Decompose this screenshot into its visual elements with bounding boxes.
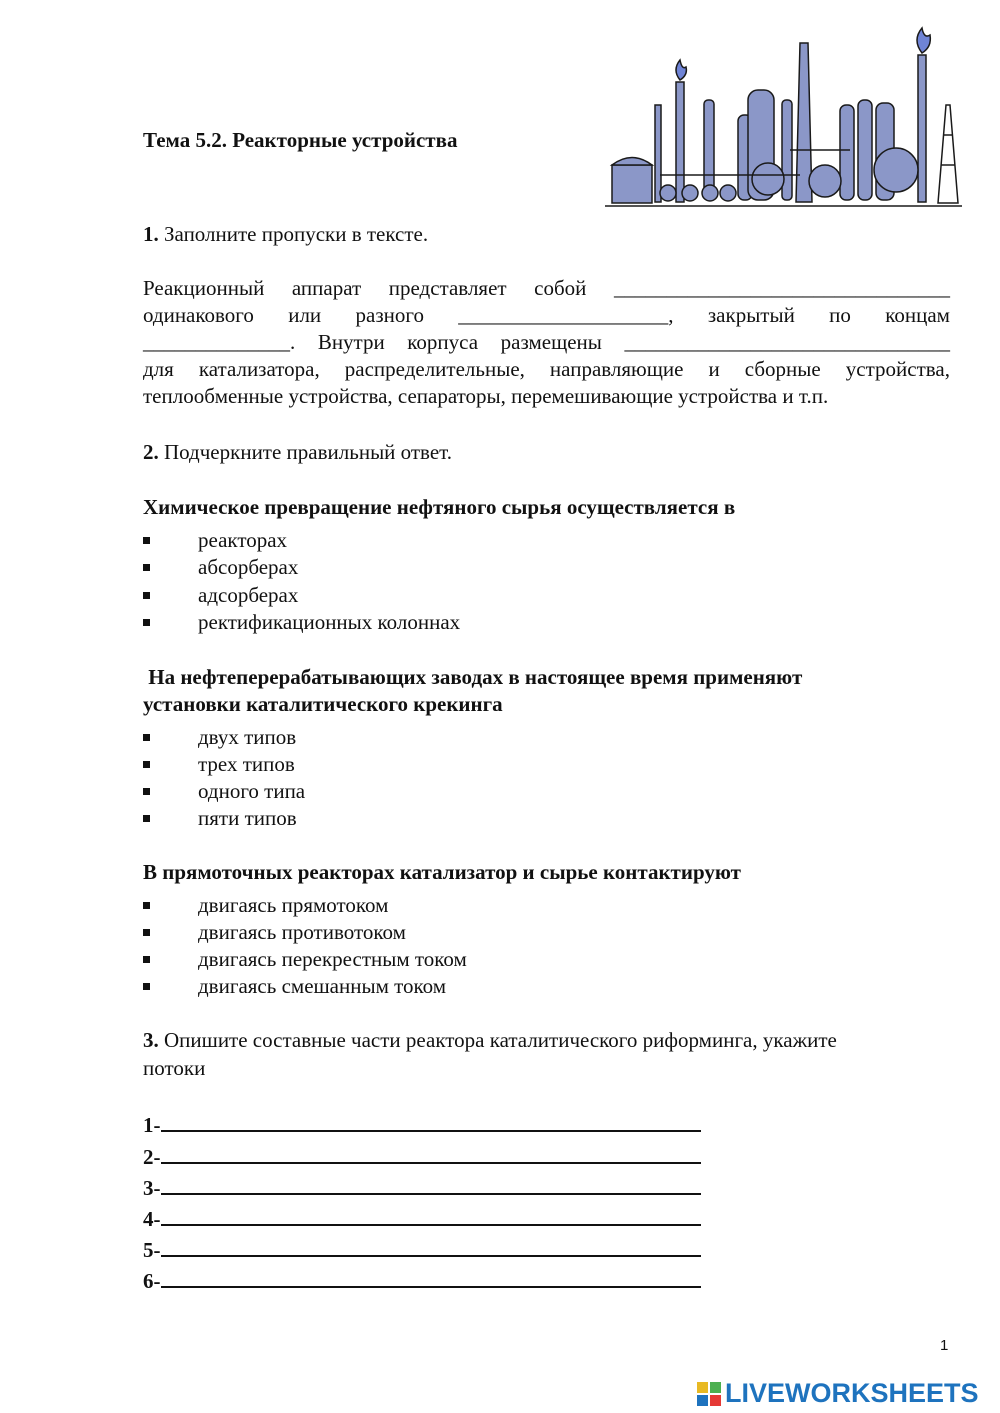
liveworksheets-logo-icon bbox=[697, 1382, 721, 1406]
answer-line-3[interactable] bbox=[143, 1173, 701, 1204]
q2-group1-question: Химическое превращение нефтяного сырья осуществляется в bbox=[143, 495, 736, 519]
q1-text-line-1 bbox=[143, 275, 950, 302]
answer-blank[interactable] bbox=[161, 1144, 701, 1164]
word: аппарат bbox=[291, 276, 362, 300]
option-label: двигаясь перекрестным током bbox=[198, 947, 467, 971]
bullet-icon bbox=[143, 761, 150, 768]
q3-prompt: Опишите составные части реактора каталитического риформинга, укажите bbox=[164, 1028, 837, 1052]
q2-number: 2. bbox=[143, 440, 159, 464]
blank-3[interactable]: ______________. bbox=[143, 330, 296, 354]
option[interactable] bbox=[143, 919, 406, 946]
q3-prompt-line2: потоки bbox=[143, 1056, 206, 1080]
word: катализатора, bbox=[198, 357, 320, 381]
bullet-icon bbox=[143, 815, 150, 822]
answer-label: 5- bbox=[143, 1238, 161, 1262]
bullet-icon bbox=[143, 956, 150, 963]
word: Внутри bbox=[317, 330, 385, 354]
word: и bbox=[708, 357, 720, 381]
blank-1[interactable]: ________________________________ bbox=[614, 276, 950, 300]
answer-blank[interactable] bbox=[161, 1175, 701, 1195]
bullet-icon bbox=[143, 537, 150, 544]
brand-name: LIVEWORKSHEETS bbox=[725, 1378, 979, 1408]
answer-line-4[interactable] bbox=[143, 1204, 701, 1235]
option[interactable] bbox=[143, 973, 446, 1000]
word: закрытый bbox=[707, 303, 795, 327]
word: Реакционный bbox=[143, 276, 265, 300]
option[interactable] bbox=[143, 609, 460, 636]
page-number: 1 bbox=[940, 1337, 949, 1354]
q2-group2-question-line2: установки каталитического крекинга bbox=[143, 692, 503, 716]
answer-label: 1- bbox=[143, 1113, 161, 1137]
answer-label: 3- bbox=[143, 1176, 161, 1200]
answer-blank[interactable] bbox=[161, 1112, 701, 1132]
q2-heading bbox=[143, 439, 452, 466]
bullet-icon bbox=[143, 564, 150, 571]
answer-blank[interactable] bbox=[161, 1268, 701, 1288]
option[interactable] bbox=[143, 778, 305, 805]
option-label: трех типов bbox=[198, 752, 295, 776]
option-label: пяти типов bbox=[198, 806, 297, 830]
q1-text-line-4 bbox=[143, 356, 950, 383]
word: одинакового bbox=[143, 303, 254, 327]
option[interactable] bbox=[143, 582, 298, 609]
word: для bbox=[143, 357, 174, 381]
option-label: двигаясь противотоком bbox=[198, 920, 406, 944]
page-title: Тема 5.2. Реакторные устройства bbox=[143, 128, 458, 152]
q2-prompt: Подчеркните правильный ответ. bbox=[164, 440, 453, 464]
option-label: абсорберах bbox=[198, 555, 299, 579]
q3-heading bbox=[143, 1027, 837, 1054]
option-label: двигаясь смешанным током bbox=[198, 974, 447, 998]
option-label: одного типа bbox=[198, 779, 306, 803]
answer-line-5[interactable] bbox=[143, 1235, 701, 1266]
answer-label: 4- bbox=[143, 1207, 161, 1231]
word: представляет bbox=[388, 276, 507, 300]
option[interactable] bbox=[143, 554, 298, 581]
q1-prompt: Заполните пропуски в тексте. bbox=[164, 222, 429, 246]
bullet-icon bbox=[143, 734, 150, 741]
word: устройства, bbox=[845, 357, 950, 381]
blank-4[interactable]: _______________________________ bbox=[624, 330, 950, 354]
bullet-icon bbox=[143, 929, 150, 936]
q1-number: 1. bbox=[143, 222, 159, 246]
q2-group3-question: В прямоточных реакторах катализатор и сырье контактируют bbox=[143, 860, 741, 884]
q1-text-line-5: теплообменные устройства, сепараторы, перемешивающие устройства и т.п. bbox=[143, 384, 829, 408]
brand-logo[interactable] bbox=[697, 1378, 979, 1409]
word: или bbox=[288, 303, 322, 327]
option[interactable] bbox=[143, 724, 296, 751]
word: сборные bbox=[744, 357, 821, 381]
bullet-icon bbox=[143, 902, 150, 909]
option[interactable] bbox=[143, 805, 297, 832]
q3-number: 3. bbox=[143, 1028, 159, 1052]
answer-label: 6- bbox=[143, 1269, 161, 1293]
q2-group2-question-line1: На нефтеперерабатывающих заводах в настоящее время применяют bbox=[143, 665, 803, 689]
answer-line-2[interactable] bbox=[143, 1142, 701, 1173]
q1-text-line-2 bbox=[143, 302, 950, 329]
word: размещены bbox=[500, 330, 602, 354]
bullet-icon bbox=[143, 619, 150, 626]
bullet-icon bbox=[143, 592, 150, 599]
word: разного bbox=[355, 303, 424, 327]
option-label: реакторах bbox=[198, 528, 288, 552]
answer-label: 2- bbox=[143, 1145, 161, 1169]
word: собой bbox=[534, 276, 587, 300]
word: корпуса bbox=[407, 330, 479, 354]
option-label: адсорберах bbox=[198, 583, 299, 607]
answer-line-6[interactable] bbox=[143, 1266, 701, 1297]
option-label: двух типов bbox=[198, 725, 297, 749]
option[interactable] bbox=[143, 892, 388, 919]
option[interactable] bbox=[143, 946, 467, 973]
option[interactable] bbox=[143, 527, 287, 554]
word: концам bbox=[885, 303, 950, 327]
bullet-icon bbox=[143, 788, 150, 795]
option-label: ректификационных колоннах bbox=[198, 610, 461, 634]
q1-text-line-3 bbox=[143, 329, 950, 356]
q1-heading bbox=[143, 221, 428, 248]
blank-2[interactable]: ____________________, bbox=[458, 303, 674, 327]
word: распределительные, bbox=[344, 357, 525, 381]
option[interactable] bbox=[143, 751, 295, 778]
refinery-illustration bbox=[600, 25, 970, 210]
answer-blank[interactable] bbox=[161, 1206, 701, 1226]
word: по bbox=[829, 303, 851, 327]
answer-blank[interactable] bbox=[161, 1237, 701, 1257]
answer-line-1[interactable] bbox=[143, 1110, 701, 1141]
word: направляющие bbox=[549, 357, 684, 381]
option-label: двигаясь прямотоком bbox=[198, 893, 389, 917]
bullet-icon bbox=[143, 983, 150, 990]
